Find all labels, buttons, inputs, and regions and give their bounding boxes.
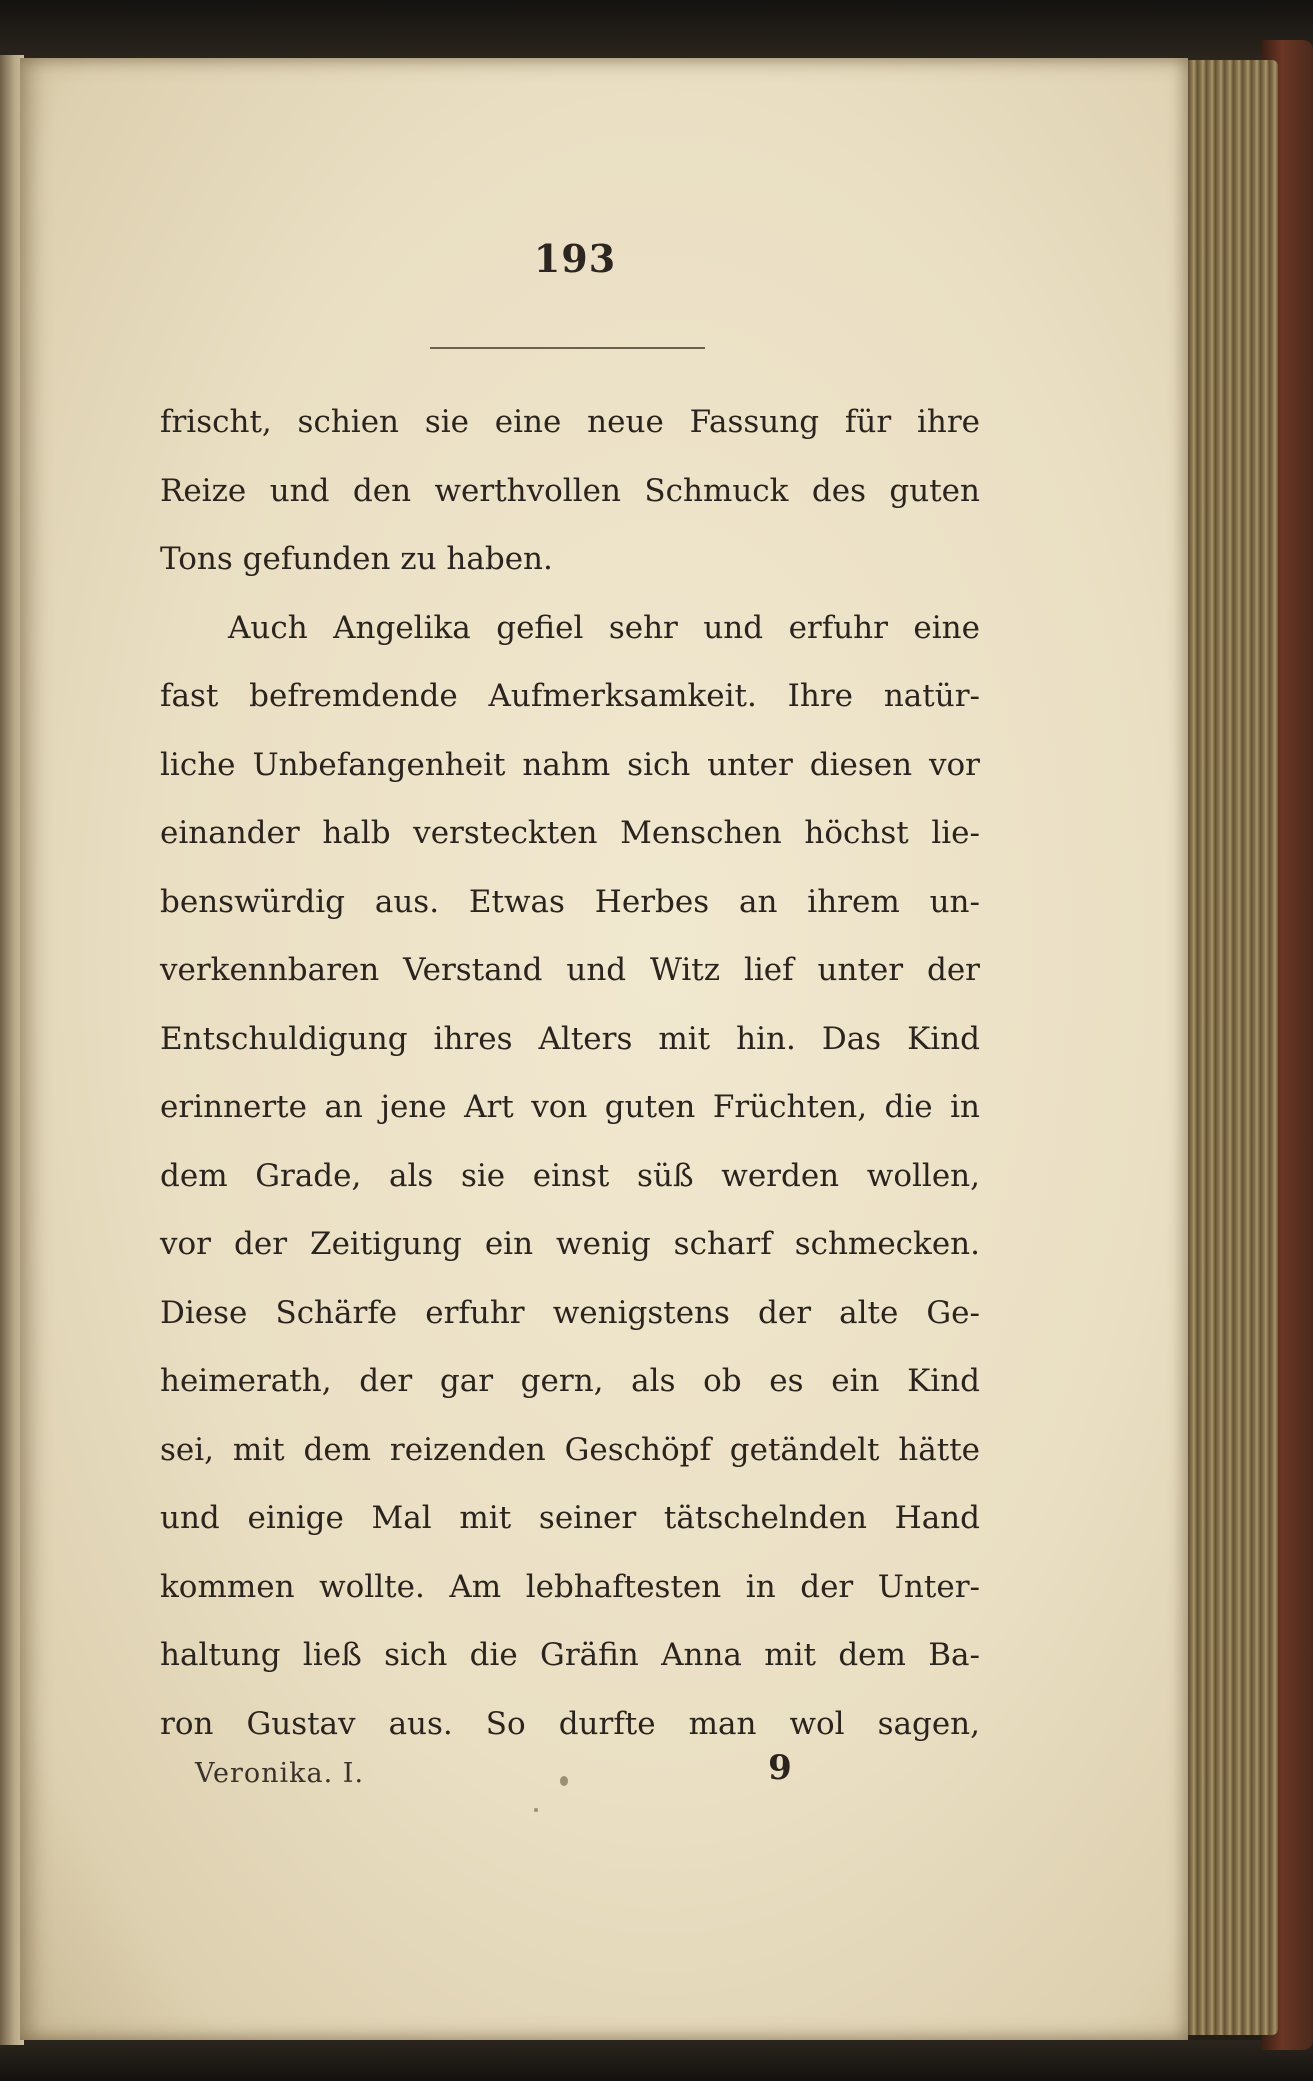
text-line: Tons gefunden zu haben. — [160, 541, 553, 577]
paper-speck — [560, 1776, 568, 1786]
paper-speck — [534, 1808, 538, 1812]
text-line: Diese Schärfe erfuhr wenigstens der alte Ge- — [160, 1294, 980, 1331]
text-line: frischt, schien sie eine neue Fassung für ihre — [160, 404, 980, 440]
text-line: sei, mit dem reizenden Geschöpf getändelt hätte — [160, 1431, 980, 1468]
text-line: heimerath, der gar gern, als ob es ein Kind — [160, 1363, 980, 1399]
text-line: und einige Mal mit seiner tätschelnden Hand — [160, 1500, 980, 1536]
text-line: ron Gustav aus. So durfte man wol sagen, — [160, 1705, 980, 1742]
body-text — [160, 388, 980, 1758]
text-line: vor der Zeitigung ein wenig scharf schmecken. — [160, 1226, 980, 1262]
scanner-background-bottom — [0, 2040, 1313, 2081]
text-line: fast befremdende Aufmerksamkeit. Ihre natür- — [160, 678, 980, 714]
text-line: Entschuldigung ihres Alters mit hin. Das Kind — [160, 1020, 980, 1057]
text-line: haltung ließ sich die Gräfin Anna mit dem Ba- — [160, 1637, 980, 1673]
footer-signature-mark: 9 — [768, 1748, 792, 1788]
text-line: Auch Angelika gefiel sehr und erfuhr eine — [228, 609, 980, 646]
book-page — [20, 58, 1188, 2040]
text-line: einander halb versteckten Menschen höchst lie- — [160, 815, 980, 851]
text-line: verkennbaren Verstand und Witz lief unter der — [160, 952, 980, 988]
text-line: benswürdig aus. Etwas Herbes an ihrem un- — [160, 883, 980, 920]
page-number: 193 — [533, 236, 617, 281]
page-block-edge — [1180, 60, 1278, 2035]
scanner-background-top — [0, 0, 1313, 60]
footer-signature-title: Veronika. I. — [195, 1758, 365, 1789]
text-line: kommen wollte. Am lebhaftesten in der Unter- — [160, 1568, 980, 1605]
text-line: dem Grade, als sie einst süß werden wollen, — [160, 1157, 980, 1194]
text-line: erinnerte an jene Art von guten Früchten, die in — [160, 1089, 980, 1125]
header-rule — [430, 347, 705, 349]
text-line: liche Unbefangenheit nahm sich unter diesen vor — [160, 746, 980, 783]
text-line: Reize und den werthvollen Schmuck des guten — [160, 472, 980, 509]
